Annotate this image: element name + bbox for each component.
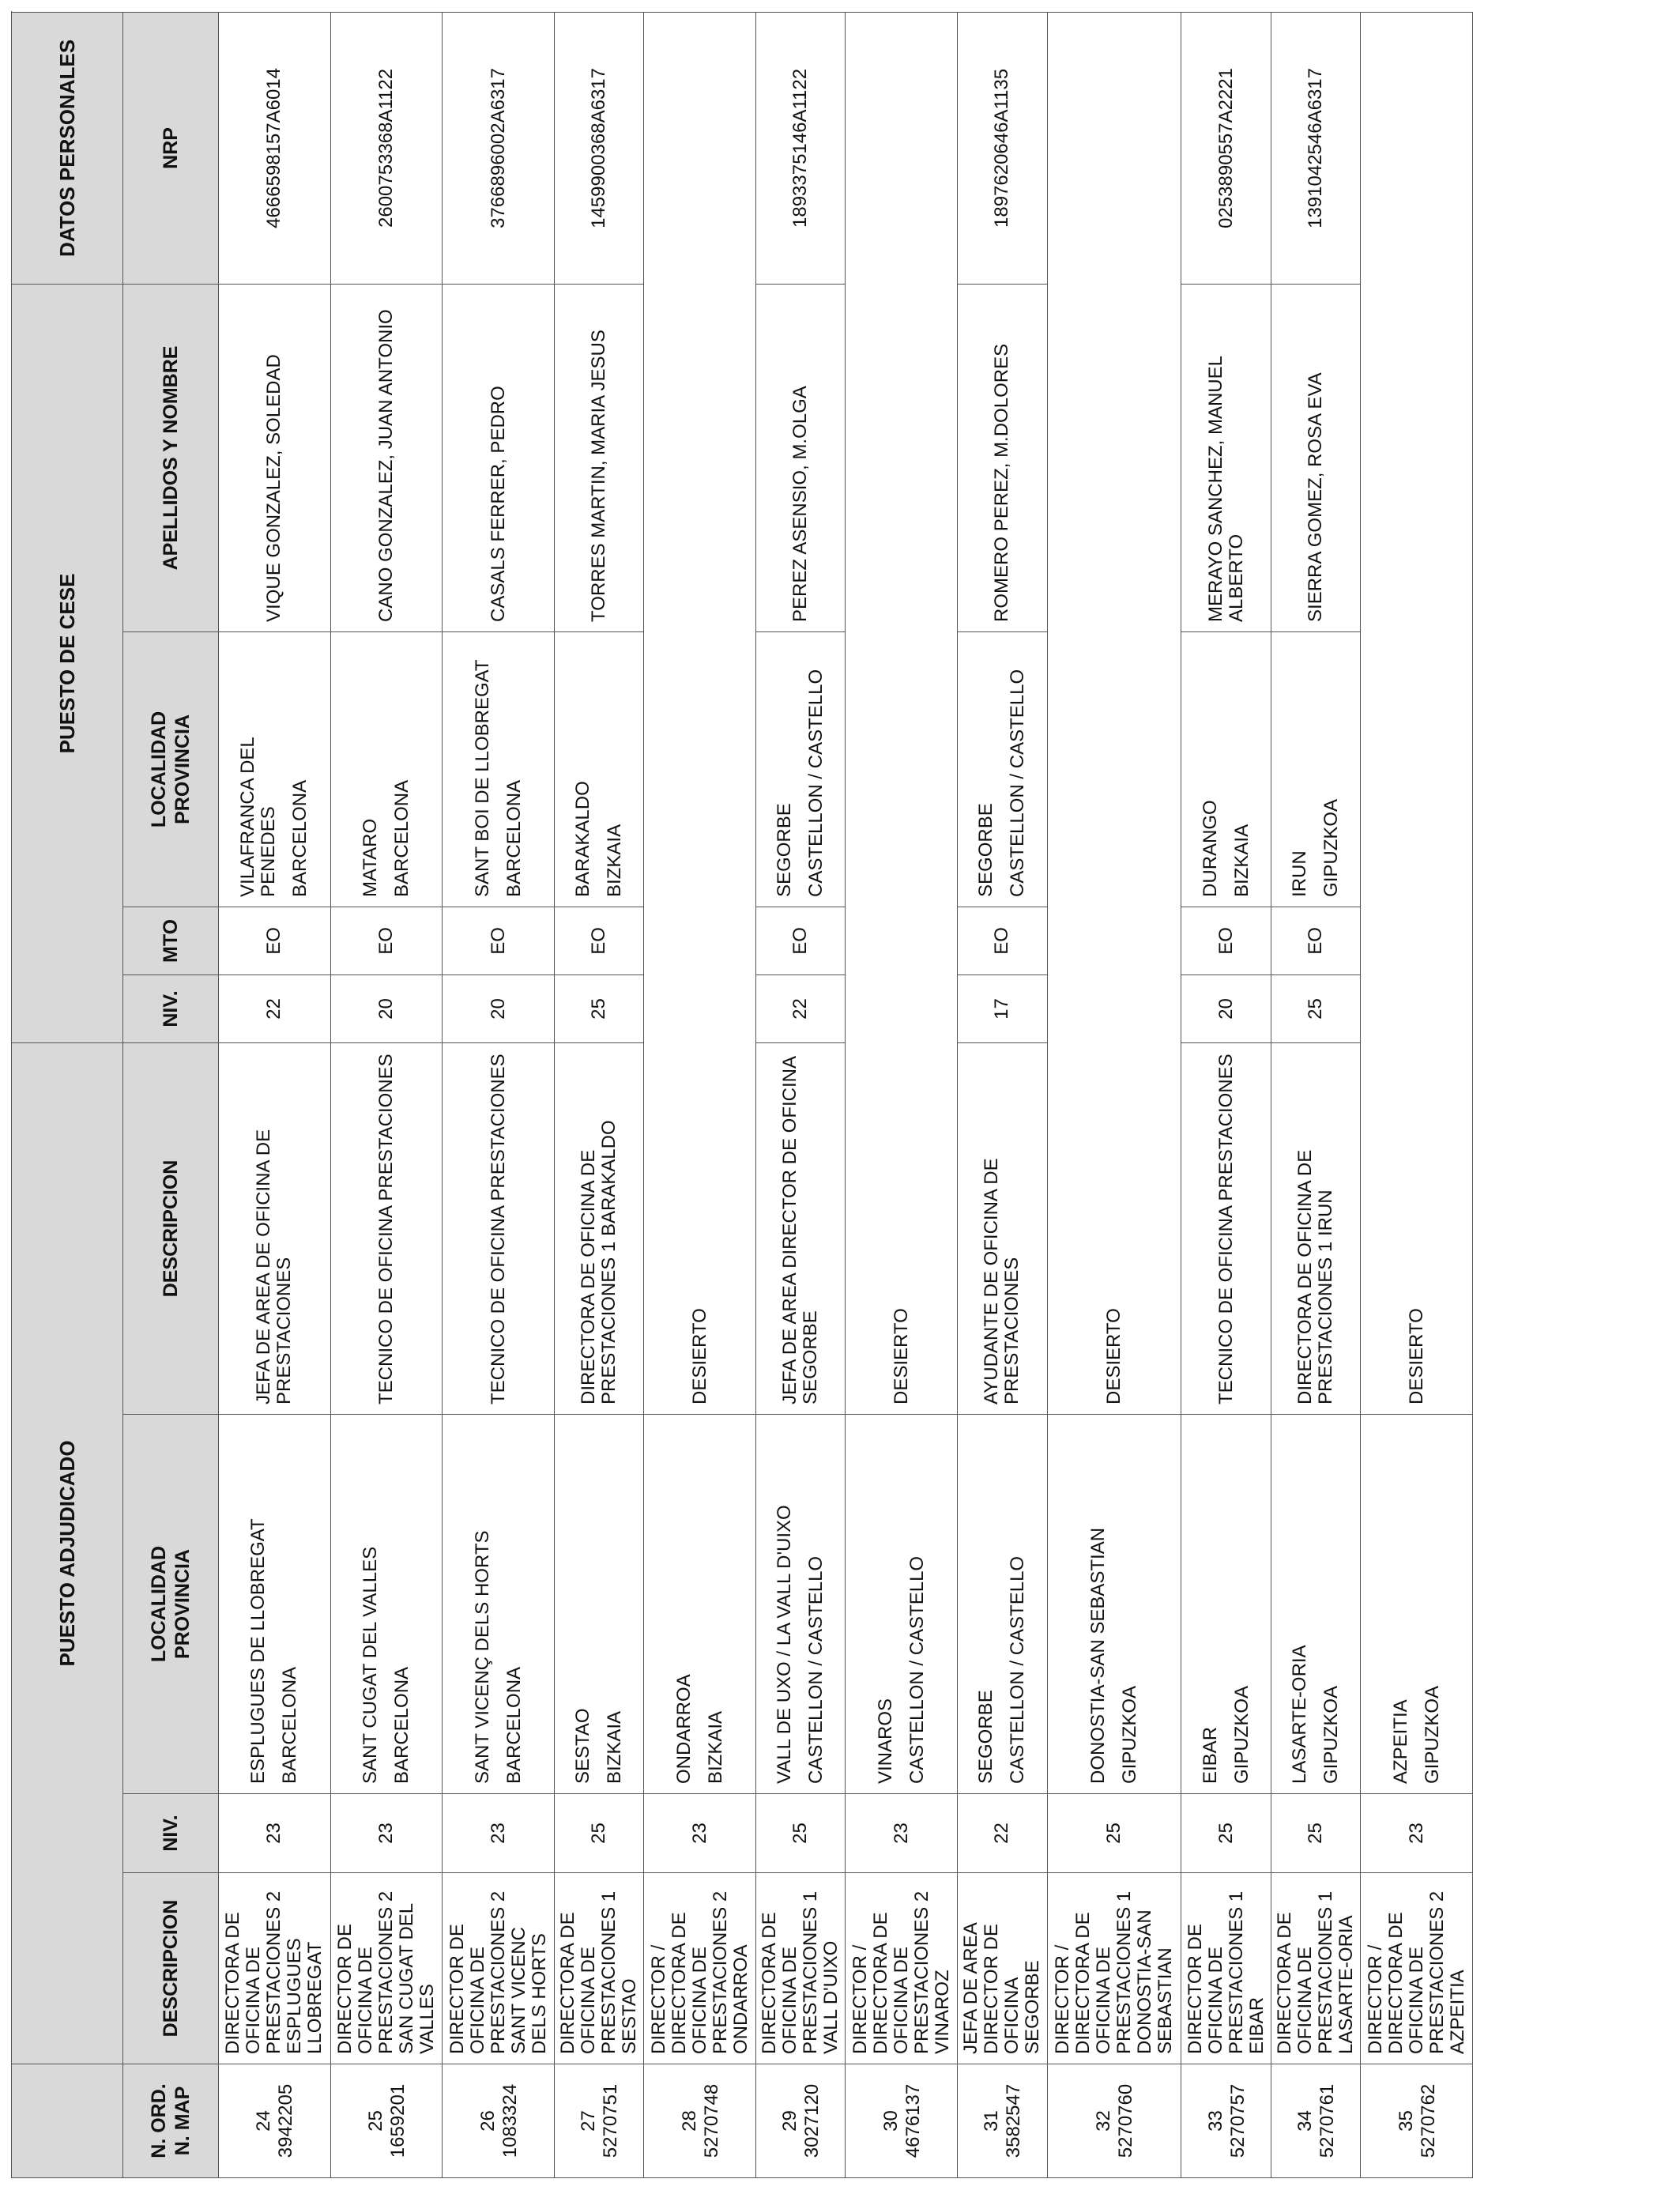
adj-localidad-provincia-line-2: BIZKAIA <box>604 1710 626 1784</box>
adj-localidad-provincia-line-2: CASTELLON / CASTELLO <box>906 1555 928 1784</box>
adj-localidad-provincia-line-1: VINAROS <box>874 1698 896 1784</box>
adj-localidad-provincia-line-1: EIBAR <box>1199 1726 1221 1784</box>
adj-localidad-provincia-line-1: VALL DE UXO / LA VALL D'UIXO <box>774 1505 796 1784</box>
cese-nivel: 25 <box>1271 974 1361 1042</box>
header-puesto-cese: PUESTO DE CESE <box>12 284 123 1042</box>
nrp: 2600753368A1122 <box>330 12 443 284</box>
adj-localidad-provincia-line-2: BARCELONA <box>279 1666 301 1784</box>
cese-mto: EO <box>330 907 443 974</box>
header-datos-personales: DATOS PERSONALES <box>12 12 123 284</box>
desierto-cell: DESIERTO <box>1047 12 1181 1414</box>
adj-localidad-provincia <box>1047 1415 1181 1794</box>
row-number-line-1: 30 <box>880 2110 902 2132</box>
cese-mto: EO <box>219 907 331 974</box>
row-number <box>644 2064 756 2178</box>
adj-localidad-provincia-line-2: GIPUZKOA <box>1421 1685 1443 1784</box>
cese-localidad-provincia-line-2: BIZKAIA <box>1230 824 1252 897</box>
cese-localidad-provincia-line-1: SEGORBE <box>975 803 997 897</box>
cese-localidad-provincia <box>1181 631 1271 907</box>
cese-localidad-provincia <box>1271 631 1361 907</box>
adj-descripcion: DIRECTOR / DIRECTORA DE OFICINA DE PRESTACIONES 2 VINAROZ <box>846 1873 958 2064</box>
cese-nivel: 20 <box>1181 974 1271 1042</box>
adj-localidad-provincia-line-2: BIZKAIA <box>704 1710 726 1784</box>
cese-mto: EO <box>755 907 846 974</box>
cese-localidad-provincia <box>330 631 443 907</box>
row-number-line-1: 35 <box>1395 2110 1417 2132</box>
table-row <box>554 12 644 2177</box>
row-number-line-1: 33 <box>1204 2110 1226 2132</box>
header-cese-niv: NIV. <box>123 974 219 1042</box>
row-number-line-1: 28 <box>678 2110 700 2132</box>
adj-nivel: 23 <box>644 1794 756 1873</box>
cese-nivel: 20 <box>443 974 555 1042</box>
adj-localidad-provincia-line-1: ONDARROA <box>672 1674 695 1784</box>
adj-localidad-provincia-line-2: GIPUZKOA <box>1320 1685 1343 1784</box>
adj-descripcion: DIRECTORA DE OFICINA DE PRESTACIONES 1 LASARTE-ORIA <box>1271 1873 1361 2064</box>
cese-mto: EO <box>1271 907 1361 974</box>
table-body <box>219 12 1473 2177</box>
desierto-cell: DESIERTO <box>846 12 958 1414</box>
cese-nivel: 20 <box>330 974 443 1042</box>
apellidos-nombre: CANO GONZALEZ, JUAN ANTONIO <box>330 284 443 631</box>
adj-localidad-provincia-line-2: CASTELLON / CASTELLO <box>805 1555 827 1784</box>
nrp: 3766896002A6317 <box>443 12 555 284</box>
adj-localidad-provincia <box>443 1415 555 1794</box>
row-number <box>846 2064 958 2178</box>
row-number-line-2: 5270751 <box>600 2083 622 2158</box>
cese-localidad-provincia-line-2: BARCELONA <box>390 779 412 897</box>
cese-localidad-provincia <box>755 631 846 907</box>
row-number-line-2: 3582547 <box>1003 2083 1025 2158</box>
row-number-line-1: 34 <box>1294 2110 1317 2132</box>
header-cese-localidad: LOCALIDAD PROVINCIA <box>123 631 219 907</box>
adj-localidad-provincia <box>554 1415 644 1794</box>
cese-mto: EO <box>958 907 1048 974</box>
table-row <box>1361 12 1473 2177</box>
header-n-ord: N. ORD. N. MAP <box>123 2064 219 2178</box>
row-number-line-1: 31 <box>981 2110 1003 2132</box>
cese-descripcion: TECNICO DE OFICINA PRESTACIONES <box>330 1042 443 1414</box>
adj-localidad-provincia-line-2: BARCELONA <box>390 1666 412 1784</box>
adj-localidad-provincia-line-1: SANT VICENÇ DELS HORTS <box>471 1530 493 1784</box>
adj-nivel: 25 <box>1271 1794 1361 1873</box>
cese-descripcion: DIRECTORA DE OFICINA DE PRESTACIONES 1 BARAKALDO <box>554 1042 644 1414</box>
cese-localidad-provincia-line-2: BIZKAIA <box>604 824 626 897</box>
row-number <box>958 2064 1048 2178</box>
adj-descripcion: DIRECTOR / DIRECTORA DE OFICINA DE PRESTACIONES 2 ONDARROA <box>644 1873 756 2064</box>
adj-localidad-provincia-line-1: DONOSTIA-SAN SEBASTIAN <box>1087 1527 1109 1784</box>
apellidos-nombre: ROMERO PEREZ, M.DOLORES <box>958 284 1048 631</box>
adj-localidad-provincia-line-1: LASARTE-ORIA <box>1289 1645 1311 1784</box>
row-number-line-1: 25 <box>364 2110 386 2132</box>
adj-nivel: 25 <box>1047 1794 1181 1873</box>
adj-descripcion: DIRECTOR DE OFICINA DE PRESTACIONES 1 EIBAR <box>1181 1873 1271 2064</box>
assignment-table <box>11 12 1473 2178</box>
row-number-line-2: 3027120 <box>801 2083 823 2158</box>
adj-descripcion: DIRECTOR DE OFICINA DE PRESTACIONES 2 SANT VICENC DELS HORTS <box>443 1873 555 2064</box>
adj-descripcion: JEFA DE AREA DIRECTOR DE OFICINA SEGORBE <box>958 1873 1048 2064</box>
row-number-line-2: 5270760 <box>1114 2083 1136 2158</box>
row-number-line-2: 5270762 <box>1417 2083 1439 2158</box>
adj-nivel: 23 <box>443 1794 555 1873</box>
row-number-line-2: 5270757 <box>1226 2083 1249 2158</box>
cese-mto: EO <box>443 907 555 974</box>
adj-descripcion: DIRECTORA DE OFICINA DE PRESTACIONES 2 ESPLUGUES LLOBREGAT <box>219 1873 331 2064</box>
row-number <box>443 2064 555 2178</box>
apellidos-nombre: SIERRA GOMEZ, ROSA EVA <box>1271 284 1361 631</box>
row-number-line-1: 27 <box>578 2110 600 2132</box>
cese-localidad-provincia-line-2: CASTELLON / CASTELLO <box>805 669 827 897</box>
adj-localidad-provincia <box>1181 1415 1271 1794</box>
adj-localidad-provincia <box>846 1415 958 1794</box>
row-number-line-2: 1083324 <box>499 2083 521 2158</box>
row-number-line-1: 29 <box>779 2110 801 2132</box>
header-adj-niv: NIV. <box>123 1794 219 1873</box>
header-cese-descripcion: DESCRIPCION <box>123 1042 219 1414</box>
adj-localidad-provincia-line-2: GIPUZKOA <box>1230 1685 1252 1784</box>
cese-nivel: 17 <box>958 974 1048 1042</box>
adj-localidad-provincia-line-1: SESTAO <box>572 1708 594 1784</box>
apellidos-nombre: TORRES MARTIN, MARIA JESUS <box>554 284 644 631</box>
header-apellidos: APELLIDOS Y NOMBRE <box>123 284 219 631</box>
cese-localidad-provincia-line-1: IRUN <box>1289 850 1311 897</box>
adj-localidad-provincia-line-2: BARCELONA <box>503 1666 525 1784</box>
table-row <box>958 12 1048 2177</box>
adj-nivel: 22 <box>958 1794 1048 1873</box>
adj-localidad-provincia <box>219 1415 331 1794</box>
adj-nivel: 25 <box>1181 1794 1271 1873</box>
cese-localidad-provincia-line-2: BARCELONA <box>503 779 525 897</box>
table-row <box>1181 12 1271 2177</box>
cese-descripcion: TECNICO DE OFICINA PRESTACIONES <box>1181 1042 1271 1414</box>
cese-localidad-provincia-line-1: SANT BOI DE LLOBREGAT <box>471 659 493 897</box>
table-row <box>644 12 756 2177</box>
adj-localidad-provincia <box>330 1415 443 1794</box>
cese-nivel: 22 <box>219 974 331 1042</box>
apellidos-nombre: MERAYO SANCHEZ, MANUEL ALBERTO <box>1181 284 1271 631</box>
row-number-line-2: 3942205 <box>275 2083 297 2158</box>
row-number <box>1181 2064 1271 2178</box>
cese-localidad-provincia-line-1: MATARO <box>359 818 381 897</box>
adj-descripcion: DIRECTORA DE OFICINA DE PRESTACIONES 1 VALL D'UIXO <box>755 1873 846 2064</box>
row-number-line-2: 5270761 <box>1317 2083 1339 2158</box>
apellidos-nombre: PEREZ ASENSIO, M.OLGA <box>755 284 846 631</box>
adj-descripcion: DIRECTOR DE OFICINA DE PRESTACIONES 2 SAN CUGAT DEL VALLES <box>330 1873 443 2064</box>
adj-localidad-provincia <box>755 1415 846 1794</box>
adj-localidad-provincia <box>958 1415 1048 1794</box>
row-number <box>1271 2064 1361 2178</box>
cese-localidad-provincia <box>554 631 644 907</box>
table-row <box>330 12 443 2177</box>
cese-descripcion: AYUDANTE DE OFICINA DE PRESTACIONES <box>958 1042 1048 1414</box>
cese-localidad-provincia-line-2: GIPUZKOA <box>1320 798 1343 897</box>
nrp: 1897620646A1135 <box>958 12 1048 284</box>
cese-localidad-provincia <box>219 631 331 907</box>
header-corner <box>12 2064 123 2178</box>
cese-descripcion: JEFA DE AREA DIRECTOR DE OFICINA SEGORBE <box>755 1042 846 1414</box>
cese-descripcion: DIRECTORA DE OFICINA DE PRESTACIONES 1 IRUN <box>1271 1042 1361 1414</box>
header-adj-descripcion: DESCRIPCION <box>123 1873 219 2064</box>
adj-localidad-provincia <box>1361 1415 1473 1794</box>
adj-nivel: 25 <box>755 1794 846 1873</box>
adj-localidad-provincia-line-1: ESPLUGUES DE LLOBREGAT <box>247 1518 269 1784</box>
row-number <box>219 2064 331 2178</box>
cese-descripcion: TECNICO DE OFICINA PRESTACIONES <box>443 1042 555 1414</box>
cese-localidad-provincia-line-1: BARAKALDO <box>572 781 594 897</box>
row-number <box>1361 2064 1473 2178</box>
cese-localidad-provincia-line-1: SEGORBE <box>774 803 796 897</box>
adj-descripcion: DIRECTOR / DIRECTORA DE OFICINA DE PRESTACIONES 2 AZPEITIA <box>1361 1873 1473 2064</box>
nrp: 1391042546A6317 <box>1271 12 1361 284</box>
header-cese-mto: MTO <box>123 907 219 974</box>
cese-localidad-provincia-line-1: DURANGO <box>1199 800 1221 897</box>
row-number-line-1: 26 <box>477 2110 499 2132</box>
adj-localidad-provincia <box>644 1415 756 1794</box>
adj-nivel: 23 <box>846 1794 958 1873</box>
adj-localidad-provincia-line-1: SANT CUGAT DEL VALLES <box>359 1546 381 1784</box>
adj-nivel: 23 <box>219 1794 331 1873</box>
cese-localidad-provincia-line-2: CASTELLON / CASTELLO <box>1007 669 1029 897</box>
row-number-line-2: 1659201 <box>386 2083 409 2158</box>
header-nrp: NRP <box>123 12 219 284</box>
row-number-line-1: 24 <box>253 2110 275 2132</box>
adj-descripcion: DIRECTORA DE OFICINA DE PRESTACIONES 1 SESTAO <box>554 1873 644 2064</box>
header-adj-localidad: LOCALIDAD PROVINCIA <box>123 1415 219 1794</box>
table-row <box>1047 12 1181 2177</box>
table-row <box>846 12 958 2177</box>
row-number-line-1: 32 <box>1092 2110 1114 2132</box>
adj-nivel: 25 <box>554 1794 644 1873</box>
row-number <box>554 2064 644 2178</box>
table-row <box>219 12 331 2177</box>
cese-localidad-provincia-line-2: BARCELONA <box>289 779 311 897</box>
row-number <box>755 2064 846 2178</box>
adj-localidad-provincia-line-2: CASTELLON / CASTELLO <box>1007 1555 1029 1784</box>
table-row <box>755 12 846 2177</box>
cese-localidad-provincia <box>958 631 1048 907</box>
cese-localidad-provincia-line-1: VILAFRANCA DEL PENEDES <box>237 737 280 897</box>
table-row <box>1271 12 1361 2177</box>
row-number-line-2: 5270748 <box>700 2083 722 2158</box>
nrp: 1459900368A6317 <box>554 12 644 284</box>
cese-localidad-provincia <box>443 631 555 907</box>
row-number <box>1047 2064 1181 2178</box>
nrp: 4666598157A6014 <box>219 12 331 284</box>
desierto-cell: DESIERTO <box>1361 12 1473 1414</box>
header-puesto-adjudicado: PUESTO ADJUDICADO <box>12 1042 123 2064</box>
nrp: 1893375146A1122 <box>755 12 846 284</box>
adj-nivel: 23 <box>330 1794 443 1873</box>
adj-localidad-provincia-line-2: GIPUZKOA <box>1118 1685 1140 1784</box>
cese-mto: EO <box>554 907 644 974</box>
adj-descripcion: DIRECTOR / DIRECTORA DE OFICINA DE PRESTACIONES 1 DONOSTIA-SAN SEBASTIAN <box>1047 1873 1181 2064</box>
table-row <box>443 12 555 2177</box>
row-number-line-2: 4676137 <box>902 2083 924 2158</box>
apellidos-nombre: VIQUE GONZALEZ, SOLEDAD <box>219 284 331 631</box>
nrp: 0253890557A2221 <box>1181 12 1271 284</box>
row-number <box>330 2064 443 2178</box>
cese-mto: EO <box>1181 907 1271 974</box>
adj-localidad-provincia <box>1271 1415 1361 1794</box>
apellidos-nombre: CASALS FERRER, PEDRO <box>443 284 555 631</box>
adj-localidad-provincia-line-1: AZPEITIA <box>1389 1699 1411 1784</box>
cese-descripcion: JEFA DE AREA DE OFICINA DE PRESTACIONES <box>219 1042 331 1414</box>
cese-nivel: 25 <box>554 974 644 1042</box>
desierto-cell: DESIERTO <box>644 12 756 1414</box>
adj-localidad-provincia-line-1: SEGORBE <box>975 1690 997 1784</box>
cese-nivel: 22 <box>755 974 846 1042</box>
adj-nivel: 23 <box>1361 1794 1473 1873</box>
